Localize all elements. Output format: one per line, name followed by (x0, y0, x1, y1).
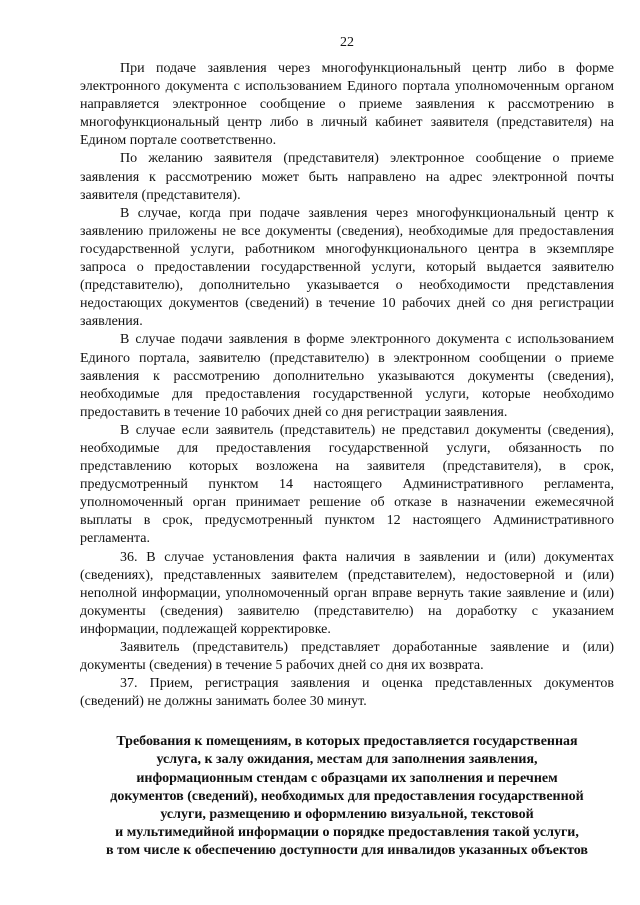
paragraph-resubmission: Заявитель (представитель) представляет доработанные заявление и (или) документы (сведения) в течение 5 рабочих дней со дня их возврата. (80, 640, 614, 674)
heading-line: в том числе к обеспечению доступности для инвалидов указанных объектов (106, 842, 588, 858)
paragraph-electronic-message-notice: При подаче заявления через многофункциональный центр либо в форме электронного документа с использованием Единого портала уполномоченным органом направляется электронное сообщение о приеме заявления к рассмотрению в многофункциональный центр либо в личный кабинет заявителя (представителя) на Едином портале соответственно. (80, 61, 614, 149)
paragraph-item-37: 37. Прием, регистрация заявления и оценка представленных документов (сведений) не должны занимать более 30 минут. (80, 676, 614, 710)
heading-line: и мультимедийной информации о порядке предоставления такой услуги, (115, 824, 579, 840)
heading-line: услуги, размещению и оформлению визуальной, текстовой (160, 806, 534, 822)
paragraph-item-36: 36. В случае установления факта наличия в заявлении и (или) документах (сведениях), представленных заявителем (представителем), недостоверной и (или) неполной информации, уполномоченный орган вправе вернуть такие заявление и (или) документы (сведения) заявителю (представителю) на доработку с указанием информации, подлежащей корректировке. (80, 549, 614, 637)
heading-line: услуга, к залу ожидания, местам для заполнения заявления, (156, 752, 538, 768)
paragraph-missing-documents-mfc: В случае, когда при подаче заявления через многофункциональный центр к заявлению приложены не все документы (сведения), необходимые для предоставления государственной услуги, работником многофункционального центра в экземпляре запроса о предоставлении государственной услуги, который выдается заявителю (представителю), дополнительно указывается о необходимости представления недостающих документов (сведений) в течение 10 рабочих дней со дня регистрации заявления. (80, 205, 614, 330)
document-page (80, 34, 614, 860)
page-number: 22 (340, 35, 354, 50)
paragraph-missing-documents-portal: В случае подачи заявления в форме электронного документа с использованием Единого портала, заявителю (представителю) в электронном сообщении о приеме заявления к рассмотрению дополнительно указываются документы (сведения), необходимые для предоставления государственной услуги, которые необходимо предоставить в течение 10 рабочих дней со дня регистрации заявления. (80, 332, 614, 420)
heading-line: информационным стендам с образцами их заполнения и перечнем (136, 770, 558, 786)
heading-line: Требования к помещениям, в которых предоставляется государственная (116, 734, 578, 750)
paragraph-email-option: По желанию заявителя (представителя) электронное сообщение о приеме заявления к рассмотрению может быть направлено на адрес электронной почты заявителя (представителя). (80, 151, 614, 203)
section-heading (80, 733, 614, 860)
heading-line: документов (сведений), необходимых для предоставления государственной (110, 788, 584, 804)
paragraph-refusal-decision: В случае если заявитель (представитель) не представил документы (сведения), необходимые для предоставления государственной услуги, обязанность по представлению которых возложена на заявителя (представителя), в срок, предусмотренный пунктом 14 настоящего Административного регламента, уполномоченный орган принимает решение об отказе в назначении ежемесячной выплаты в срок, предусмотренный пунктом 12 настоящего Административного регламента. (80, 422, 614, 547)
